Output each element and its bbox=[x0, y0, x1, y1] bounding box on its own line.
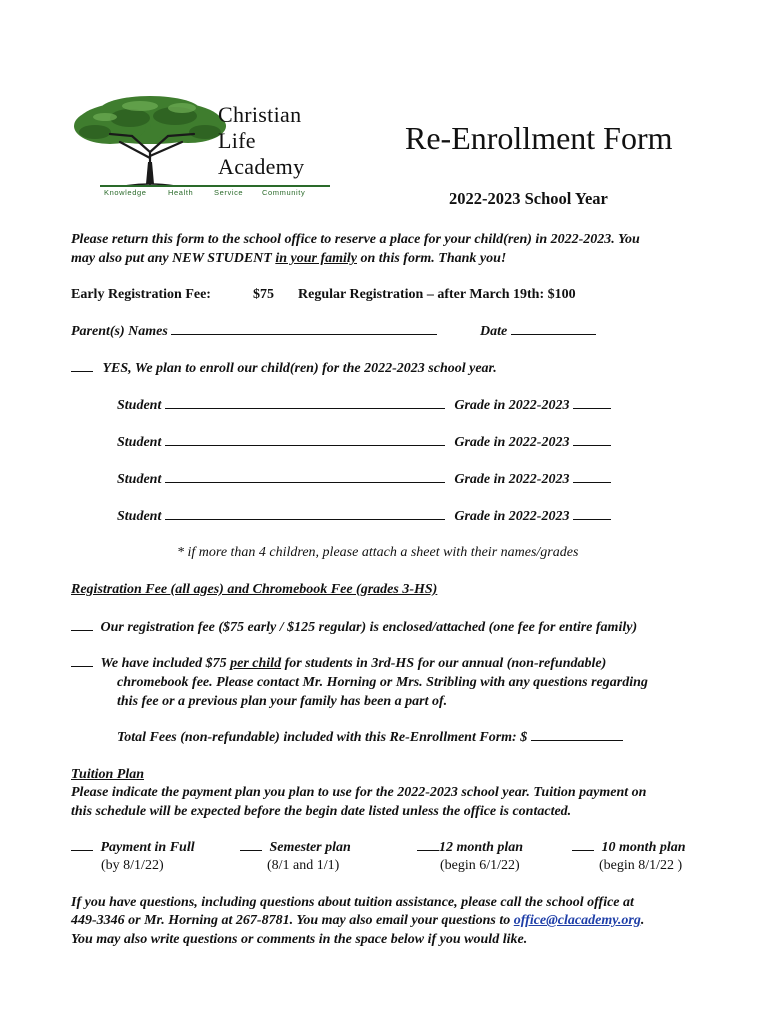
enroll-statement: YES, We plan to enroll our child(ren) for the 2022-2023 school year. bbox=[102, 361, 497, 376]
student-row bbox=[117, 398, 611, 414]
parents-row bbox=[71, 324, 437, 340]
student-row bbox=[117, 509, 611, 525]
registration-fee-checkbox-blank[interactable] bbox=[71, 629, 93, 631]
plan-12-month-sub: (begin 6/1/22) bbox=[440, 858, 520, 873]
plan-10-month bbox=[572, 840, 686, 856]
student-name-field[interactable] bbox=[165, 407, 445, 409]
plan-semester-label: Semester plan bbox=[269, 840, 351, 855]
logo-word-christian: Christian bbox=[218, 102, 302, 127]
plan-10-month-label: 10 month plan bbox=[601, 840, 686, 855]
total-fees-field[interactable] bbox=[531, 739, 623, 741]
footer-line-1: If you have questions, including questions about tuition assistance, please call the school office at bbox=[71, 895, 634, 910]
chromebook-fee-checkbox-blank[interactable] bbox=[71, 665, 93, 667]
logo-divider bbox=[100, 185, 330, 187]
enroll-row bbox=[71, 361, 497, 377]
registration-item-2-line-3: this fee or a previous plan your family has been a part of. bbox=[117, 694, 448, 709]
school-logo bbox=[70, 92, 340, 204]
plan-full-label: Payment in Full bbox=[100, 840, 195, 855]
more-children-note: * if more than 4 children, please attach a sheet with their names/grades bbox=[177, 545, 579, 560]
total-fees-label: Total Fees (non-refundable) included with this Re-Enrollment Form: $ bbox=[117, 730, 528, 745]
grade-field[interactable] bbox=[573, 407, 611, 409]
grade-field[interactable] bbox=[573, 481, 611, 483]
early-fee-label: Early Registration Fee: bbox=[71, 287, 211, 302]
school-year: 2022-2023 School Year bbox=[449, 189, 608, 208]
plan-semester bbox=[240, 840, 351, 856]
registration-item-1 bbox=[71, 620, 637, 636]
student-label: Student bbox=[117, 435, 162, 450]
grade-field[interactable] bbox=[573, 518, 611, 520]
student-name-field[interactable] bbox=[165, 518, 445, 520]
registration-item-2 bbox=[71, 656, 606, 672]
plan-10-month-sub: (begin 8/1/22 ) bbox=[599, 858, 683, 873]
registration-item-2-line-2: chromebook fee. Please contact Mr. Horning or Mrs. Stribling with any questions regarding bbox=[117, 675, 648, 690]
tuition-heading: Tuition Plan bbox=[71, 767, 145, 782]
student-row bbox=[117, 472, 611, 488]
footer-line-2-b: . bbox=[640, 913, 645, 928]
logo-word-academy: Academy bbox=[218, 154, 305, 179]
tuition-line-2: this schedule will be expected before the begin date listed unless the office is contacted. bbox=[71, 804, 572, 819]
logo-tag-health: Health bbox=[168, 188, 194, 197]
tuition-line-1: Please indicate the payment plan you plan to use for the 2022-2023 school year. Tuition payment on bbox=[71, 785, 647, 800]
plan-semester-blank[interactable] bbox=[240, 849, 262, 851]
student-label: Student bbox=[117, 509, 162, 524]
plan-full bbox=[71, 840, 195, 856]
grade-label: Grade in 2022-2023 bbox=[454, 435, 570, 450]
grade-label: Grade in 2022-2023 bbox=[454, 509, 570, 524]
office-email-link[interactable]: office@clacademy.org bbox=[513, 913, 641, 928]
logo-tag-service: Service bbox=[214, 188, 244, 197]
footer-line-2 bbox=[71, 913, 644, 929]
student-label: Student bbox=[117, 398, 162, 413]
parents-label: Parent(s) Names bbox=[71, 324, 168, 339]
student-row bbox=[117, 435, 611, 451]
logo-tag-community: Community bbox=[262, 188, 306, 197]
per-child-text: per child bbox=[230, 656, 282, 671]
grade-field[interactable] bbox=[573, 444, 611, 446]
plan-full-sub: (by 8/1/22) bbox=[101, 858, 164, 873]
date-field[interactable] bbox=[511, 333, 596, 335]
grade-label: Grade in 2022-2023 bbox=[454, 472, 570, 487]
footer-line-3: You may also write questions or comments in the space below if you would like. bbox=[71, 932, 528, 947]
parents-name-field[interactable] bbox=[171, 333, 437, 335]
student-name-field[interactable] bbox=[165, 444, 445, 446]
plan-10-month-blank[interactable] bbox=[572, 849, 594, 851]
date-row bbox=[480, 324, 596, 340]
date-label: Date bbox=[480, 324, 508, 339]
plan-semester-sub: (8/1 and 1/1) bbox=[267, 858, 340, 873]
regular-fee: Regular Registration – after March 19th: $100 bbox=[298, 287, 576, 302]
footer-line-2-a: 449-3346 or Mr. Horning at 267-8781. You may also email your questions to bbox=[71, 913, 514, 928]
student-name-field[interactable] bbox=[165, 481, 445, 483]
student-label: Student bbox=[117, 472, 162, 487]
plan-12-month bbox=[417, 840, 523, 856]
grade-label: Grade in 2022-2023 bbox=[454, 398, 570, 413]
plan-12-month-blank[interactable] bbox=[417, 849, 439, 851]
intro-text-a: may also put any NEW STUDENT bbox=[71, 251, 276, 266]
logo-tag-knowledge: Knowledge bbox=[104, 188, 147, 197]
plan-full-blank[interactable] bbox=[71, 849, 93, 851]
early-fee-amount: $75 bbox=[253, 287, 274, 302]
registration-item-2-text-a: We have included $75 bbox=[100, 656, 231, 671]
plan-12-month-label: 12 month plan bbox=[439, 840, 524, 855]
intro-line-2 bbox=[71, 251, 506, 267]
intro-text-b: on this form. Thank you! bbox=[357, 251, 507, 266]
enroll-checkbox-blank[interactable] bbox=[71, 370, 93, 372]
total-fees-row bbox=[117, 730, 623, 746]
registration-item-1-text: Our registration fee ($75 early / $125 regular) is enclosed/attached (one fee for entire family) bbox=[100, 620, 638, 635]
registration-heading: Registration Fee (all ages) and Chromebook Fee (grades 3-HS) bbox=[71, 582, 438, 597]
tree-icon bbox=[70, 92, 230, 192]
registration-item-2-text-b: for students in 3rd-HS for our annual (non-refundable) bbox=[281, 656, 607, 671]
logo-word-life: Life bbox=[218, 128, 256, 153]
form-title: Re-Enrollment Form bbox=[405, 120, 673, 156]
intro-text-underlined: in your family bbox=[275, 251, 357, 266]
intro-line-1: Please return this form to the school office to reserve a place for your child(ren) in 2022-2023. You bbox=[71, 232, 640, 247]
